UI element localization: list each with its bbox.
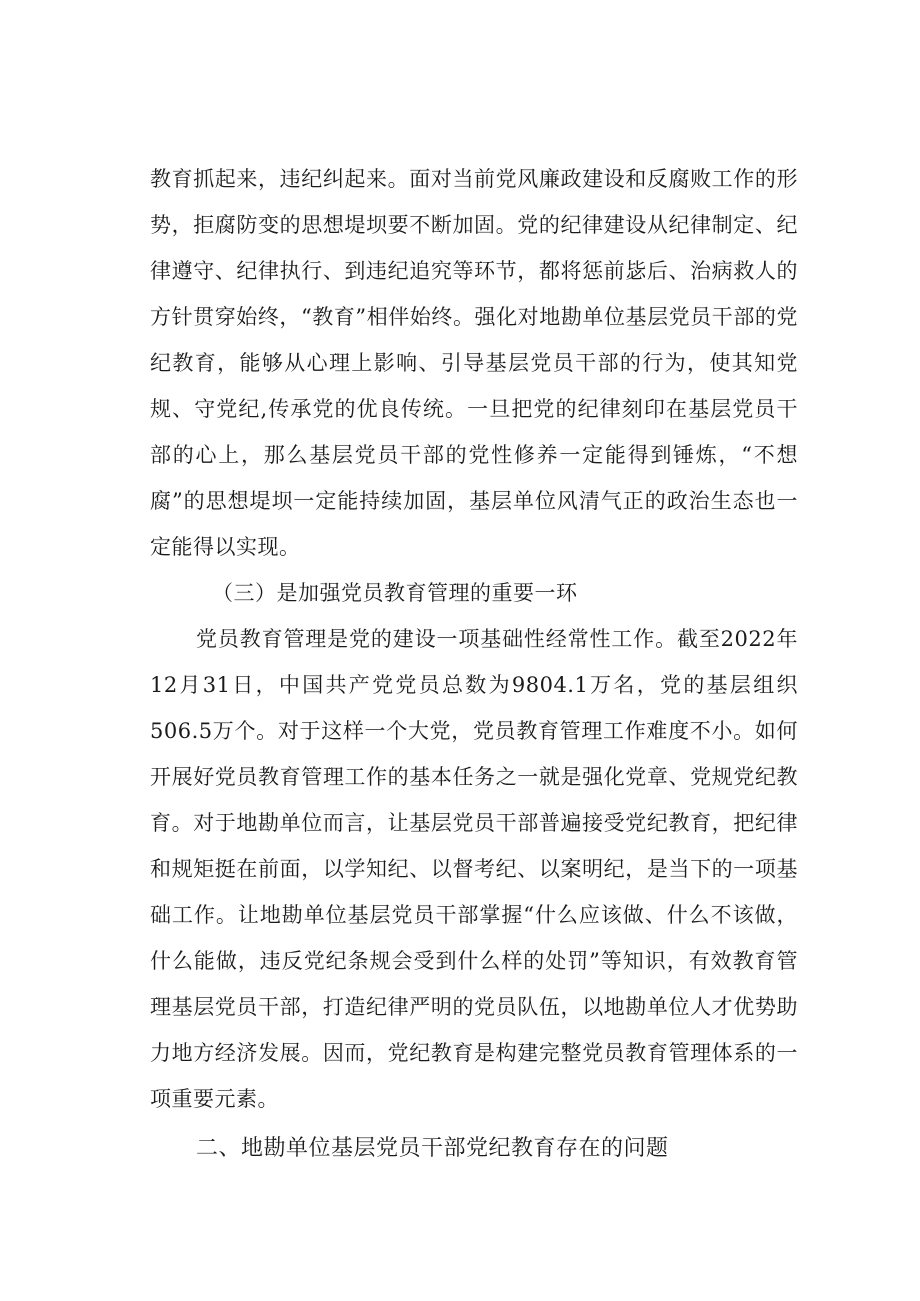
body-paragraph-continued: 教育抓起来，违纪纠起来。面对当前党风廉政建设和反腐败工作的形势，拒腐防变的思想堤坝要不断加固。党的纪律建设从纪律制定、纪律遵守、纪律执行、到违纪追究等环节，都将惩前毖后、治病救人的方针贯穿始终，“教育”相伴始终。强化对地勘单位基层党员干部的党纪教育，能够从心理上影响、引导基层党员干部的行为，使其知党规、守党纪,传承党的优良传统。一旦把党的纪律刻印在基层党员干部的心上，那么基层党员干部的党性修养一定能得到锤炼，“不想腐”的思想堤坝一定能持续加固，基层单位风清气正的政治生态也一定能得以实现。	[150, 167, 798, 559]
subsection-heading: （三）是加强党员教育管理的重要一环	[212, 581, 578, 605]
body-paragraph: 党员教育管理是党的建设一项基础性经常性工作。截至2022年12月31日，中国共产党党员总数为9804.1万名，党的基层组织506.5万个。对于这样一个大党，党员教育管理工作难度不小。如何开展好党员教育管理工作的基本任务之一就是强化党章、党规党纪教育。对于地勘单位而言，让基层党员干部普遍接受党纪教育，把纪律和规矩挺在前面，以学知纪、以督考纪、以案明纪，是当下的一项基础工作。让地勘单位基层党员干部掌握“什么应该做、什么不该做，什么能做，违反党纪条规会受到什么样的处罚”等知识，有效教育管理基层党员干部，打造纪律严明的党员队伍，以地勘单位人才优势助力地方经济发展。因而，党纪教育是构建完整党员教育管理体系的一项重要元素。	[150, 627, 798, 1111]
section-heading: 二、地勘单位基层党员干部党纪教育存在的问题	[196, 1136, 669, 1161]
document-body	[150, 156, 798, 1172]
